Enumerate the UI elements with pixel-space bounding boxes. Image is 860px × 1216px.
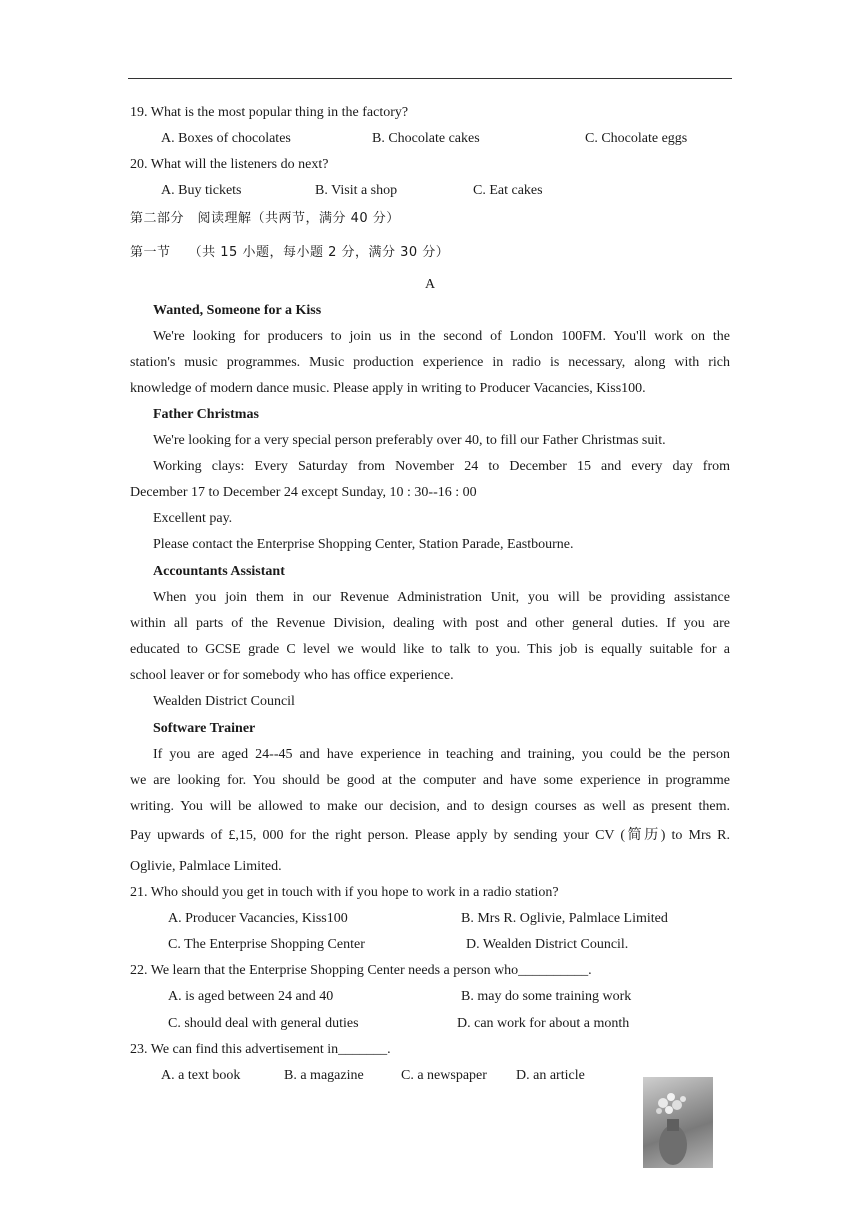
- section-1-heading: 第一节 （共 15 小题，每小题 2 分，满分 30 分）: [130, 245, 450, 260]
- q21-option-b: B. Mrs R. Oglivie, Palmlace Limited: [461, 911, 668, 926]
- q22-option-b: B. may do some training work: [461, 989, 632, 1004]
- ad-trainer-title: Software Trainer: [153, 721, 256, 736]
- q22-option-a: A. is aged between 24 and 40: [168, 989, 334, 1004]
- q19-option-a: A. Boxes of chocolates: [161, 131, 291, 146]
- ad-accountant-line: When you join them in our Revenue Administration Unit, you will be providing assistance: [153, 590, 730, 605]
- header-rule: [128, 78, 732, 79]
- q23-option-c: C. a newspaper: [401, 1068, 487, 1083]
- ad-father-title: Father Christmas: [153, 407, 259, 422]
- question-22-stem: 22. We learn that the Enterprise Shopping Center needs a person who__________.: [130, 963, 592, 978]
- q21-option-a: A. Producer Vacancies, Kiss100: [168, 911, 348, 926]
- ad-father-line: Excellent pay.: [153, 511, 233, 526]
- q21-option-c: C. The Enterprise Shopping Center: [168, 937, 365, 952]
- ad-trainer-line: writing. You will be allowed to make our decision, and to design courses as well as present them.: [130, 799, 730, 814]
- q23-option-b: B. a magazine: [284, 1068, 364, 1083]
- ad-kiss-line: knowledge of modern dance music. Please apply in writing to Producer Vacancies, Kiss100.: [130, 381, 646, 396]
- ad-trainer-line: Pay upwards of £,15, 000 for the right person. Please apply by sending your CV (简历) to Mrs R.: [130, 828, 730, 843]
- ad-kiss-title: Wanted, Someone for a Kiss: [153, 303, 322, 318]
- q23-option-a: A. a text book: [161, 1068, 241, 1083]
- passage-letter: A: [424, 277, 436, 292]
- q22-option-c: C. should deal with general duties: [168, 1016, 359, 1031]
- question-23-stem: 23. We can find this advertisement in_______.: [130, 1042, 391, 1057]
- ad-accountant-org: Wealden District Council: [153, 694, 295, 709]
- ad-father-line: December 17 to December 24 except Sunday, 10 : 30--16 : 00: [130, 485, 477, 500]
- ad-father-line: We're looking for a very special person preferably over 40, to fill our Father Christmas suit.: [153, 433, 666, 448]
- q23-option-d: D. an article: [516, 1068, 585, 1083]
- ad-father-line: Please contact the Enterprise Shopping Center, Station Parade, Eastbourne.: [153, 537, 574, 552]
- question-19-stem: 19. What is the most popular thing in the factory?: [130, 105, 409, 120]
- part-2-heading: 第二部分 阅读理解（共两节，满分 40 分）: [130, 211, 400, 226]
- question-21-stem: 21. Who should you get in touch with if you hope to work in a radio station?: [130, 885, 559, 900]
- ad-kiss-line: We're looking for producers to join us in the second of London 100FM. You'll work on the: [153, 329, 730, 344]
- ad-kiss-line: station's music programmes. Music production experience in radio is necessary, along with rich: [130, 355, 730, 370]
- ad-accountant-line: educated to GCSE grade C level we would like to talk to you. This job is equally suitable for a: [130, 642, 730, 657]
- q19-option-b: B. Chocolate cakes: [372, 131, 480, 146]
- q19-option-c: C. Chocolate eggs: [585, 131, 688, 146]
- q20-option-b: B. Visit a shop: [315, 183, 398, 198]
- ad-father-line: Working clays: Every Saturday from November 24 to December 15 and every day from: [153, 459, 730, 474]
- ad-accountant-line: within all parts of the Revenue Division, dealing with post and other general duties. If you are: [130, 616, 730, 631]
- ad-accountant-title: Accountants Assistant: [153, 564, 285, 579]
- ad-trainer-line: we are looking for. You should be good at the computer and have some experience in programme: [130, 773, 730, 788]
- q22-option-d: D. can work for about a month: [457, 1016, 630, 1031]
- ad-accountant-line: school leaver or for somebody who has office experience.: [130, 668, 454, 683]
- question-20-stem: 20. What will the listeners do next?: [130, 157, 329, 172]
- q20-option-a: A. Buy tickets: [161, 183, 242, 198]
- flower-vase-icon: [643, 1077, 713, 1168]
- q20-option-c: C. Eat cakes: [473, 183, 543, 198]
- q21-option-d: D. Wealden District Council.: [466, 937, 629, 952]
- ad-trainer-last: Oglivie, Palmlace Limited.: [130, 859, 282, 874]
- ad-trainer-line: If you are aged 24--45 and have experience in teaching and training, you could be the person: [153, 747, 730, 762]
- decorative-photo: [643, 1077, 713, 1168]
